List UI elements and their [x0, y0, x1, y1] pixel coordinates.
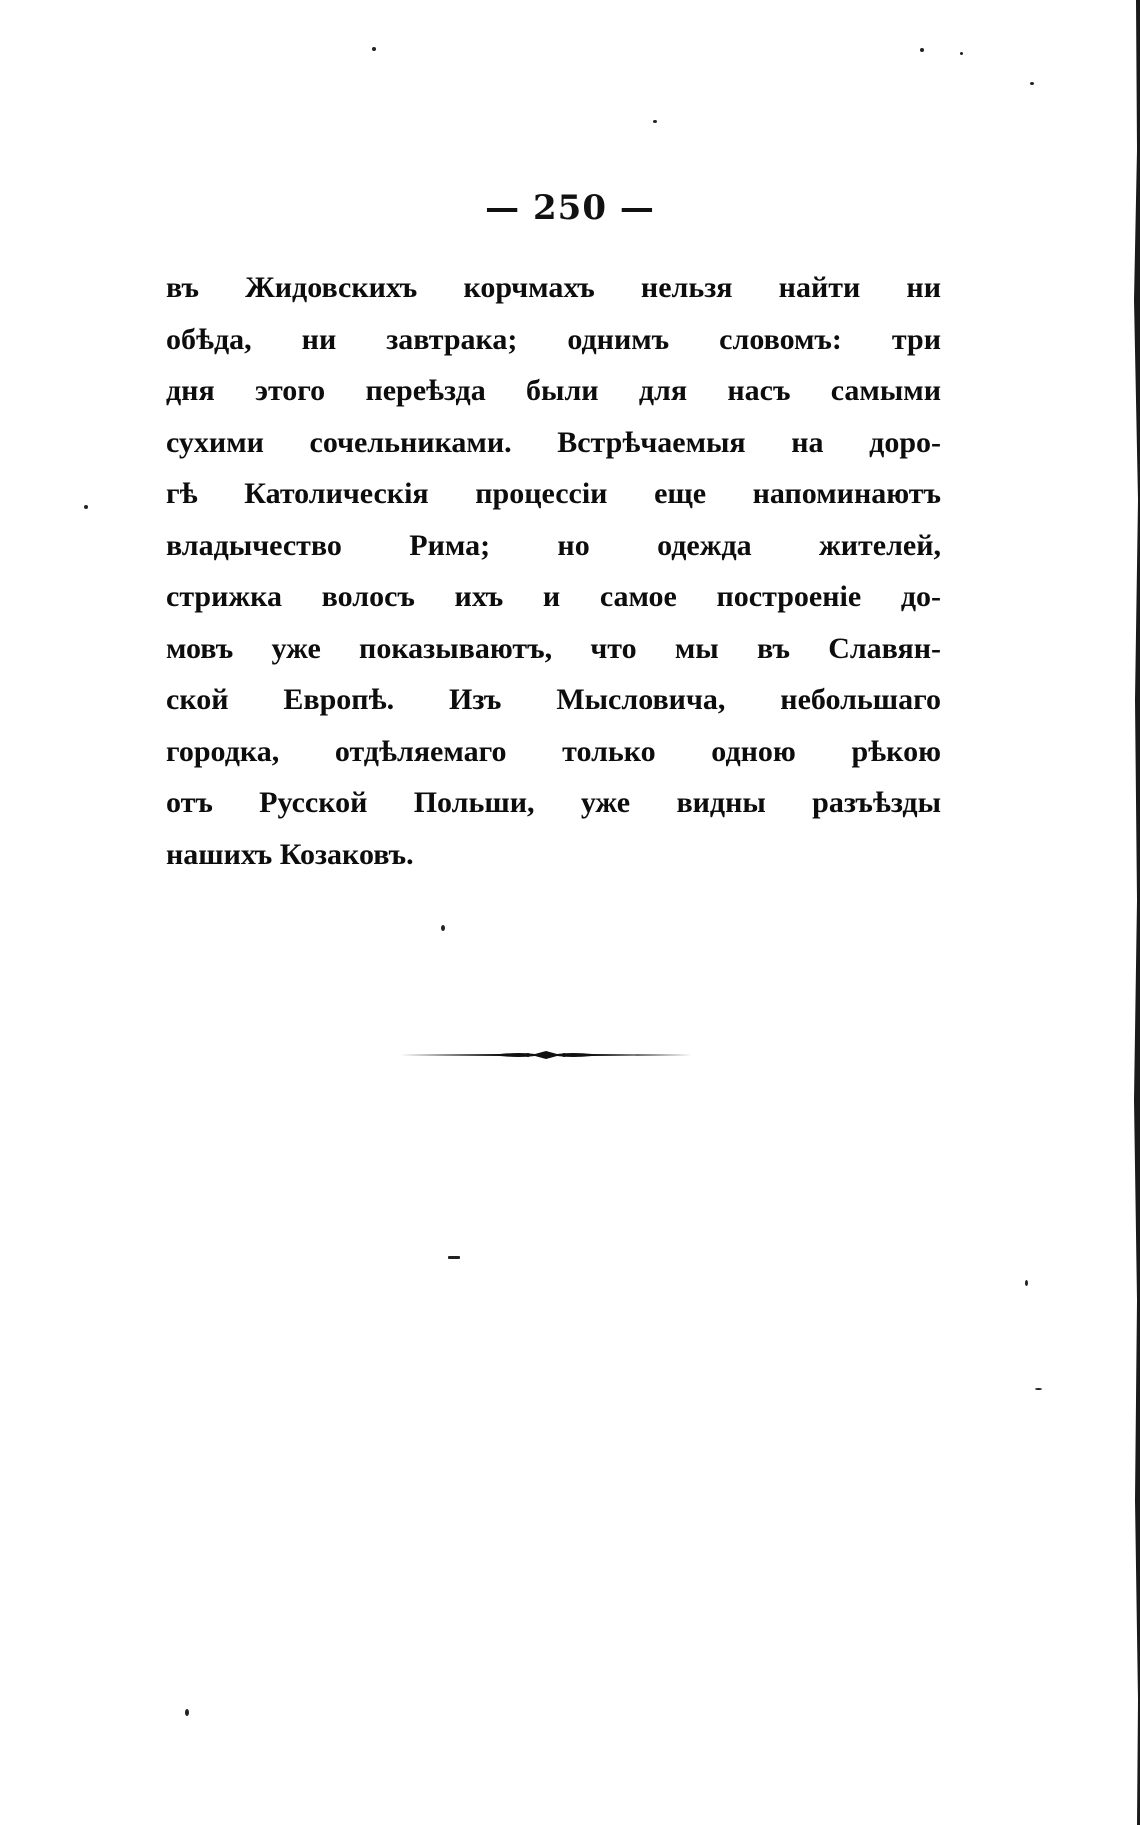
paper-speck — [653, 120, 657, 123]
end-of-section-ornament-icon — [400, 1043, 692, 1067]
paper-speck — [1030, 82, 1034, 85]
paper-speck — [372, 47, 376, 51]
paper-speck — [185, 1709, 189, 1716]
text-line: владычество Рима; но одежда жителей, — [166, 528, 941, 562]
text-line: сухими сочельниками. Встрѣчаемыя на доро- — [166, 425, 941, 459]
paper-speck — [920, 48, 924, 52]
text-line: стрижка волосъ ихъ и самое построеніе до- — [166, 580, 941, 613]
body-text — [166, 262, 941, 880]
text-line: дня этого переѣзда были для насъ самыми — [166, 374, 941, 407]
text-line: мовъ уже показываютъ, что мы въ Славян- — [166, 631, 941, 665]
page-number: — 250 — — [485, 188, 655, 228]
paper-speck — [448, 1256, 460, 1259]
paper-speck — [84, 505, 88, 509]
text-line: городка, отдѣляемаго только одною рѣкою — [166, 734, 941, 768]
text-line: ской Европѣ. Изъ Мысловича, небольшаго — [166, 683, 941, 716]
page-edge-shadow — [1122, 0, 1140, 1825]
paper-speck — [1035, 1388, 1042, 1390]
text-line-last: нашихъ Козаковъ. — [166, 837, 414, 871]
paper-speck — [960, 52, 963, 55]
text-line: отъ Русской Польши, уже видны разъѣзды — [166, 786, 941, 819]
paper-speck — [441, 925, 445, 931]
text-line: въ Жидовскихъ корчмахъ нельзя найти ни — [166, 271, 941, 304]
text-line: гѣ Католическія процессіи еще напоминаютъ — [166, 477, 941, 510]
text-line: обѣда, ни завтрака; однимъ словомъ: три — [166, 322, 941, 356]
paper-speck — [1025, 1280, 1028, 1286]
